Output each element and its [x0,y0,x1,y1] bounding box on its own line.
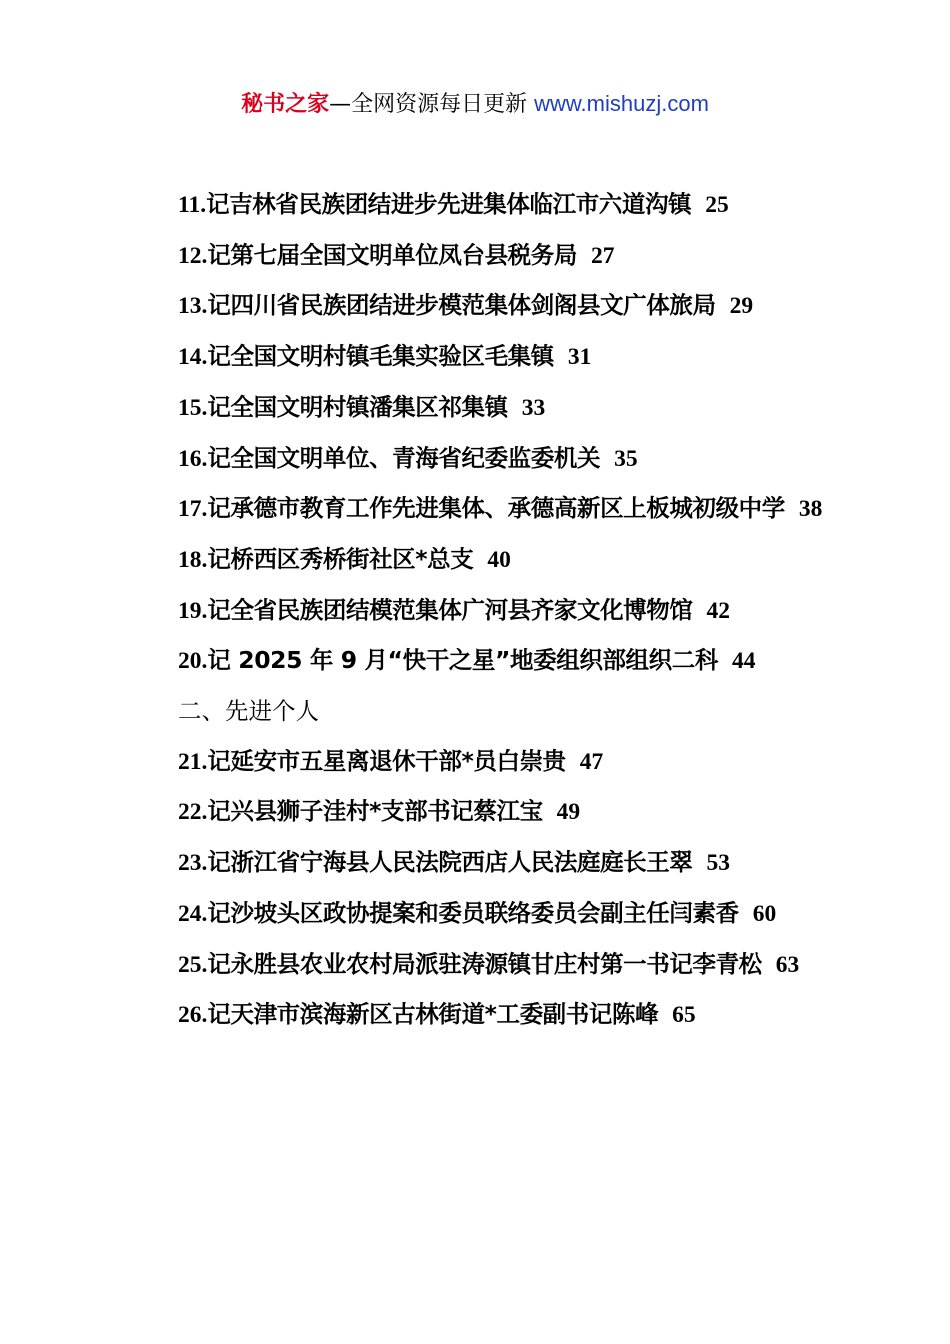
section-heading: 二、先进个人 [178,697,319,726]
toc-entry-title: 记全国文明村镇毛集实验区毛集镇 [207,342,554,371]
toc-entry-page: 60 [752,900,777,927]
toc-entry-24[interactable]: 24.记沙坡头区政协提案和委员联络委员会副主任闫素香 60 [178,898,777,927]
toc-entry-page: 42 [706,597,730,624]
toc-entry-18[interactable]: 18.记桥西区秀桥街社区*总支 40 [178,544,511,573]
page-header [0,86,950,123]
toc-entry-15[interactable]: 15.记全国文明村镇潘集区祁集镇 33 [178,392,546,421]
toc-entry-21[interactable]: 21.记延安市五星离退休干部*员白崇贵 47 [178,746,604,775]
table-of-contents [128,180,834,1041]
toc-entry-page: 38 [798,496,823,523]
toc-entry-title: 记 2025 年 9 月“快干之星”地委组织部组织二科 [207,646,718,675]
toc-entry-23[interactable]: 23.记浙江省宁海县人民法院西店人民法庭庭长王翠 53 [178,848,730,877]
toc-entry-title: 记永胜县农业农村局派驻涛源镇甘庄村第一书记李青松 [207,949,762,978]
toc-entry-16[interactable]: 16.记全国文明单位、青海省纪委监委机关 35 [178,443,638,472]
toc-entry-title: 记沙坡头区政协提案和委员联络委员会副主任闫素香 [207,898,739,927]
toc-entry-title: 记四川省民族团结进步模范集体剑阁县文广体旅局 [207,291,716,320]
toc-entry-11[interactable]: 11.记吉林省民族团结进步先进集体临江市六道沟镇 25 [178,190,729,218]
toc-entry-22[interactable]: 22.记兴县狮子洼村*支部书记蔡江宝 49 [178,797,581,826]
toc-entry-25[interactable]: 25.记永胜县农业农村局派驻涛源镇甘庄村第一书记李青松 63 [178,949,800,978]
toc-entry-page: 25 [705,192,729,218]
toc-entry-title: 记全国文明村镇潘集区祁集镇 [207,392,508,421]
toc-entry-page: 53 [706,850,730,877]
toc-entry-19[interactable]: 19.记全省民族团结模范集体广河县齐家文化博物馆 42 [178,595,730,624]
brand-name: 秘书之家 [241,92,330,117]
toc-entry-title: 记延安市五星离退休干部*员白崇贵 [207,746,566,775]
toc-entry-title: 记全国文明单位、青海省纪委监委机关 [207,443,601,472]
toc-entry-14[interactable]: 14.记全国文明村镇毛集实验区毛集镇 31 [178,342,592,371]
toc-entry-page: 27 [590,242,615,269]
toc-entry-title: 记兴县狮子洼村*支部书记蔡江宝 [207,797,543,826]
toc-entry-page: 29 [729,293,754,320]
site-url-link[interactable]: www.mishuzj.com [534,91,709,116]
toc-entry-page: 33 [521,394,546,421]
toc-entry-page: 44 [731,648,756,675]
toc-entry-17[interactable]: 17.记承德市教育工作先进集体、承德高新区上板城初级中学 38 [178,494,823,523]
toc-entry-page: 49 [556,799,581,826]
toc-entry-20[interactable]: 20.记 2025 年 9 月“快干之星”地委组织部组织二科 44 [178,646,756,675]
toc-entry-title: 记承德市教育工作先进集体、承德高新区上板城初级中学 [207,494,785,523]
toc-entry-page: 47 [579,748,604,775]
toc-entry-12[interactable]: 12.记第七届全国文明单位凤台县税务局 27 [178,240,615,269]
toc-entry-title: 记浙江省宁海县人民法院西店人民法庭庭长王翠 [207,848,693,877]
toc-entry-page: 65 [672,1002,696,1029]
toc-entry-page: 31 [567,344,592,371]
header-slogan: —全网资源每日更新 [329,92,528,117]
toc-entry-title: 记吉林省民族团结进步先进集体临江市六道沟镇 [206,190,692,218]
toc-entry-title: 记天津市滨海新区古林街道*工委副书记陈峰 [207,1000,659,1029]
toc-entry-title: 记第七届全国文明单位凤台县税务局 [207,240,577,269]
toc-entry-page: 40 [487,546,511,573]
toc-entry-title: 记桥西区秀桥街社区*总支 [207,544,474,573]
toc-entry-page: 35 [614,445,638,472]
toc-entry-title: 记全省民族团结模范集体广河县齐家文化博物馆 [207,595,693,624]
toc-entry-13[interactable]: 13.记四川省民族团结进步模范集体剑阁县文广体旅局 29 [178,291,754,320]
toc-entry-26[interactable]: 26.记天津市滨海新区古林街道*工委副书记陈峰 65 [178,1000,696,1029]
toc-entry-page: 63 [775,951,800,978]
